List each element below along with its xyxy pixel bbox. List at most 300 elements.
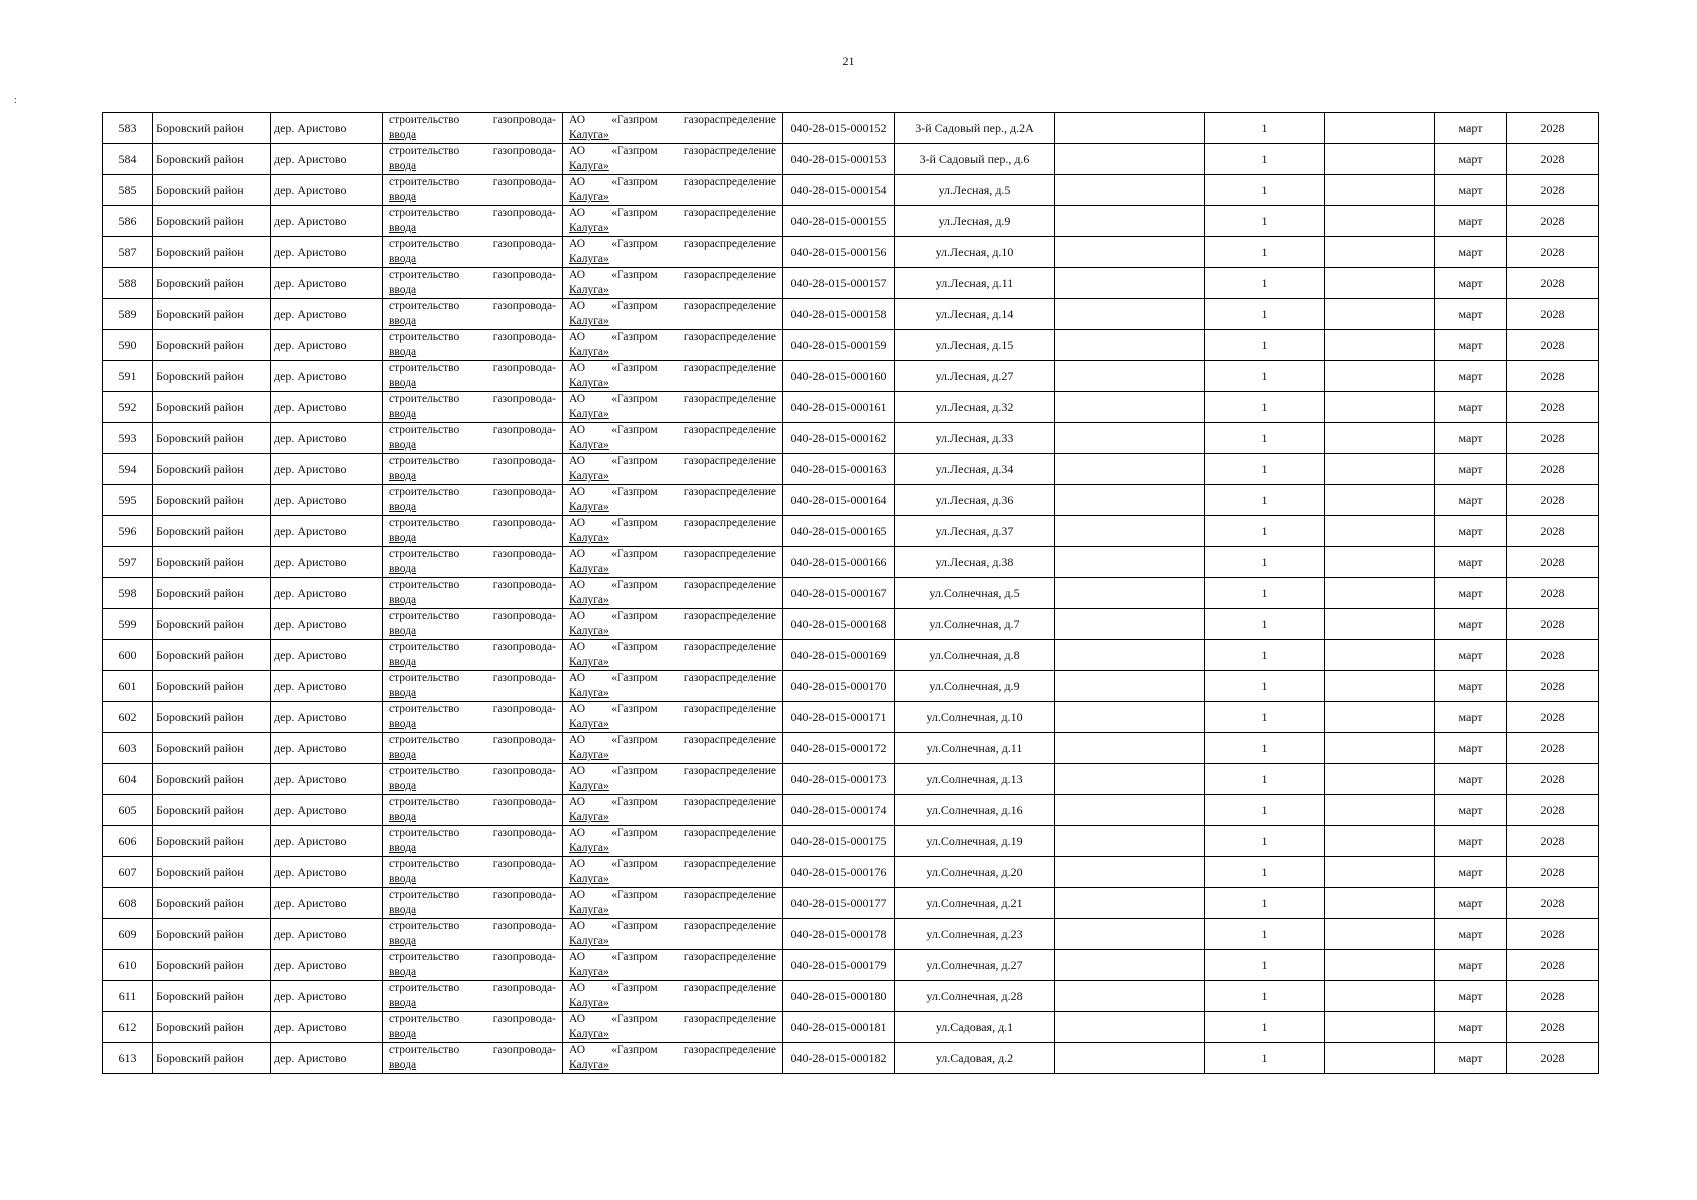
year-cell: 2028 xyxy=(1507,268,1599,299)
empty-cell xyxy=(1055,609,1205,640)
month-cell: март xyxy=(1435,423,1507,454)
row-number: 600 xyxy=(103,640,153,671)
address-cell: ул.Солнечная, д.5 xyxy=(895,578,1055,609)
organization-cell xyxy=(563,795,783,826)
object-code-cell: 040-28-015-000153 xyxy=(783,144,895,175)
row-number: 610 xyxy=(103,950,153,981)
work-word: ввода xyxy=(389,315,417,327)
count-cell: 1 xyxy=(1205,299,1325,330)
org-word: АО xyxy=(569,424,586,436)
organization-cell xyxy=(563,857,783,888)
village-cell: дер. Аристово xyxy=(271,113,383,144)
work-word: газопровода- xyxy=(492,672,556,684)
empty-cell xyxy=(1325,578,1435,609)
year-cell: 2028 xyxy=(1507,206,1599,237)
work-type-cell xyxy=(383,826,563,857)
org-word: АО xyxy=(569,362,586,374)
address-cell: 3-й Садовый пер., д.2А xyxy=(895,113,1055,144)
count-cell: 1 xyxy=(1205,268,1325,299)
org-word: АО xyxy=(569,734,586,746)
org-word: газораспределение xyxy=(683,858,776,870)
org-word: «Газпром xyxy=(611,207,658,219)
org-word: «Газпром xyxy=(611,734,658,746)
table-row xyxy=(103,671,1599,702)
work-word: строительство xyxy=(389,889,460,901)
org-word: Калуга» xyxy=(569,160,609,172)
year-cell: 2028 xyxy=(1507,826,1599,857)
table-row xyxy=(103,144,1599,175)
work-word: ввода xyxy=(389,408,417,420)
work-word: ввода xyxy=(389,470,417,482)
work-word: газопровода- xyxy=(492,300,556,312)
month-cell: март xyxy=(1435,237,1507,268)
org-word: Калуга» xyxy=(569,1028,609,1040)
month-cell: март xyxy=(1435,888,1507,919)
object-code-cell: 040-28-015-000157 xyxy=(783,268,895,299)
year-cell: 2028 xyxy=(1507,330,1599,361)
org-word: Калуга» xyxy=(569,315,609,327)
work-word: ввода xyxy=(389,191,417,203)
work-word: ввода xyxy=(389,532,417,544)
year-cell: 2028 xyxy=(1507,578,1599,609)
district-cell: Боровский район xyxy=(153,206,271,237)
address-cell: ул.Солнечная, д.19 xyxy=(895,826,1055,857)
work-type-cell xyxy=(383,950,563,981)
year-cell: 2028 xyxy=(1507,609,1599,640)
org-word: Калуга» xyxy=(569,439,609,451)
work-type-cell xyxy=(383,485,563,516)
empty-cell xyxy=(1055,578,1205,609)
row-number: 583 xyxy=(103,113,153,144)
district-cell: Боровский район xyxy=(153,609,271,640)
row-number: 591 xyxy=(103,361,153,392)
table-row xyxy=(103,423,1599,454)
count-cell: 1 xyxy=(1205,888,1325,919)
organization-cell xyxy=(563,330,783,361)
empty-cell xyxy=(1325,299,1435,330)
year-cell: 2028 xyxy=(1507,392,1599,423)
row-number: 589 xyxy=(103,299,153,330)
row-number: 607 xyxy=(103,857,153,888)
address-cell: ул.Солнечная, д.20 xyxy=(895,857,1055,888)
object-code-cell: 040-28-015-000160 xyxy=(783,361,895,392)
count-cell: 1 xyxy=(1205,981,1325,1012)
row-number: 586 xyxy=(103,206,153,237)
work-word: ввода xyxy=(389,594,417,606)
empty-cell xyxy=(1325,144,1435,175)
org-word: «Газпром xyxy=(611,982,658,994)
work-type-cell xyxy=(383,206,563,237)
count-cell: 1 xyxy=(1205,795,1325,826)
village-cell: дер. Аристово xyxy=(271,392,383,423)
org-word: «Газпром xyxy=(611,269,658,281)
org-word: газораспределение xyxy=(683,238,776,250)
empty-cell xyxy=(1055,888,1205,919)
count-cell: 1 xyxy=(1205,330,1325,361)
year-cell: 2028 xyxy=(1507,950,1599,981)
work-word: ввода xyxy=(389,873,417,885)
empty-cell xyxy=(1055,826,1205,857)
village-cell: дер. Аристово xyxy=(271,144,383,175)
empty-cell xyxy=(1055,330,1205,361)
address-cell: ул.Солнечная, д.7 xyxy=(895,609,1055,640)
work-word: ввода xyxy=(389,935,417,947)
object-code-cell: 040-28-015-000182 xyxy=(783,1043,895,1074)
table-row xyxy=(103,268,1599,299)
org-word: АО xyxy=(569,672,586,684)
work-word: ввода xyxy=(389,811,417,823)
org-word: «Газпром xyxy=(611,641,658,653)
year-cell: 2028 xyxy=(1507,299,1599,330)
work-word: ввода xyxy=(389,1059,417,1071)
work-word: строительство xyxy=(389,579,460,591)
org-word: «Газпром xyxy=(611,1013,658,1025)
org-word: газораспределение xyxy=(683,1044,776,1056)
org-word: АО xyxy=(569,548,586,560)
district-cell: Боровский район xyxy=(153,516,271,547)
empty-cell xyxy=(1055,671,1205,702)
org-word: Калуга» xyxy=(569,284,609,296)
count-cell: 1 xyxy=(1205,485,1325,516)
object-code-cell: 040-28-015-000163 xyxy=(783,454,895,485)
work-word: строительство xyxy=(389,982,460,994)
district-cell: Боровский район xyxy=(153,857,271,888)
empty-cell xyxy=(1055,733,1205,764)
year-cell: 2028 xyxy=(1507,175,1599,206)
org-word: АО xyxy=(569,300,586,312)
work-word: газопровода- xyxy=(492,331,556,343)
organization-cell xyxy=(563,671,783,702)
org-word: АО xyxy=(569,765,586,777)
org-word: газораспределение xyxy=(683,455,776,467)
district-cell: Боровский район xyxy=(153,113,271,144)
org-word: АО xyxy=(569,889,586,901)
address-cell: ул.Солнечная, д.11 xyxy=(895,733,1055,764)
org-word: «Газпром xyxy=(611,672,658,684)
org-word: АО xyxy=(569,486,586,498)
village-cell: дер. Аристово xyxy=(271,237,383,268)
work-word: газопровода- xyxy=(492,455,556,467)
empty-cell xyxy=(1055,857,1205,888)
object-code-cell: 040-28-015-000164 xyxy=(783,485,895,516)
district-cell: Боровский район xyxy=(153,733,271,764)
object-code-cell: 040-28-015-000175 xyxy=(783,826,895,857)
row-number: 599 xyxy=(103,609,153,640)
org-word: газораспределение xyxy=(683,734,776,746)
empty-cell xyxy=(1055,1043,1205,1074)
village-cell: дер. Аристово xyxy=(271,609,383,640)
district-cell: Боровский район xyxy=(153,888,271,919)
district-cell: Боровский район xyxy=(153,330,271,361)
empty-cell xyxy=(1325,454,1435,485)
work-word: строительство xyxy=(389,920,460,932)
row-number: 598 xyxy=(103,578,153,609)
work-type-cell xyxy=(383,144,563,175)
object-code-cell: 040-28-015-000170 xyxy=(783,671,895,702)
work-type-cell xyxy=(383,516,563,547)
row-number: 587 xyxy=(103,237,153,268)
work-word: ввода xyxy=(389,656,417,668)
table-row xyxy=(103,206,1599,237)
table-row xyxy=(103,888,1599,919)
org-word: «Газпром xyxy=(611,827,658,839)
org-word: газораспределение xyxy=(683,672,776,684)
count-cell: 1 xyxy=(1205,423,1325,454)
work-word: ввода xyxy=(389,160,417,172)
work-type-cell xyxy=(383,981,563,1012)
table-row xyxy=(103,175,1599,206)
year-cell: 2028 xyxy=(1507,144,1599,175)
work-word: газопровода- xyxy=(492,1044,556,1056)
org-word: Калуга» xyxy=(569,501,609,513)
count-cell: 1 xyxy=(1205,206,1325,237)
row-number: 606 xyxy=(103,826,153,857)
work-word: газопровода- xyxy=(492,703,556,715)
district-cell: Боровский район xyxy=(153,268,271,299)
work-word: строительство xyxy=(389,765,460,777)
org-word: АО xyxy=(569,1013,586,1025)
month-cell: март xyxy=(1435,299,1507,330)
month-cell: март xyxy=(1435,206,1507,237)
month-cell: март xyxy=(1435,981,1507,1012)
work-type-cell xyxy=(383,888,563,919)
org-word: газораспределение xyxy=(683,827,776,839)
row-number: 605 xyxy=(103,795,153,826)
org-word: газораспределение xyxy=(683,300,776,312)
address-cell: ул.Лесная, д.10 xyxy=(895,237,1055,268)
work-word: ввода xyxy=(389,904,417,916)
table-row xyxy=(103,361,1599,392)
row-number: 603 xyxy=(103,733,153,764)
organization-cell xyxy=(563,733,783,764)
object-code-cell: 040-28-015-000158 xyxy=(783,299,895,330)
org-word: «Газпром xyxy=(611,1044,658,1056)
village-cell: дер. Аристово xyxy=(271,857,383,888)
work-word: строительство xyxy=(389,1013,460,1025)
empty-cell xyxy=(1325,702,1435,733)
work-word: газопровода- xyxy=(492,889,556,901)
org-word: газораспределение xyxy=(683,393,776,405)
month-cell: март xyxy=(1435,671,1507,702)
page-number: 21 xyxy=(842,54,855,68)
org-word: Калуга» xyxy=(569,470,609,482)
month-cell: март xyxy=(1435,113,1507,144)
work-word: строительство xyxy=(389,672,460,684)
work-word: строительство xyxy=(389,858,460,870)
year-cell: 2028 xyxy=(1507,361,1599,392)
month-cell: март xyxy=(1435,640,1507,671)
org-word: АО xyxy=(569,858,586,870)
village-cell: дер. Аристово xyxy=(271,764,383,795)
organization-cell xyxy=(563,1012,783,1043)
object-code-cell: 040-28-015-000168 xyxy=(783,609,895,640)
object-code-cell: 040-28-015-000180 xyxy=(783,981,895,1012)
org-word: газораспределение xyxy=(683,889,776,901)
work-word: ввода xyxy=(389,284,417,296)
organization-cell xyxy=(563,485,783,516)
month-cell: март xyxy=(1435,764,1507,795)
village-cell: дер. Аристово xyxy=(271,1012,383,1043)
organization-cell xyxy=(563,826,783,857)
district-cell: Боровский район xyxy=(153,826,271,857)
district-cell: Боровский район xyxy=(153,547,271,578)
count-cell: 1 xyxy=(1205,175,1325,206)
year-cell: 2028 xyxy=(1507,640,1599,671)
work-word: строительство xyxy=(389,331,460,343)
organization-cell xyxy=(563,702,783,733)
object-code-cell: 040-28-015-000171 xyxy=(783,702,895,733)
empty-cell xyxy=(1055,1012,1205,1043)
organization-cell xyxy=(563,423,783,454)
org-word: газораспределение xyxy=(683,765,776,777)
address-cell: ул.Солнечная, д.8 xyxy=(895,640,1055,671)
org-word: «Газпром xyxy=(611,920,658,932)
village-cell: дер. Аристово xyxy=(271,485,383,516)
month-cell: март xyxy=(1435,144,1507,175)
org-word: АО xyxy=(569,951,586,963)
work-type-cell xyxy=(383,764,563,795)
district-cell: Боровский район xyxy=(153,423,271,454)
org-word: Калуга» xyxy=(569,873,609,885)
object-code-cell: 040-28-015-000162 xyxy=(783,423,895,454)
work-word: ввода xyxy=(389,129,417,141)
work-type-cell xyxy=(383,175,563,206)
empty-cell xyxy=(1055,423,1205,454)
row-number: 608 xyxy=(103,888,153,919)
empty-cell xyxy=(1055,764,1205,795)
address-cell: ул.Солнечная, д.21 xyxy=(895,888,1055,919)
month-cell: март xyxy=(1435,795,1507,826)
village-cell: дер. Аристово xyxy=(271,516,383,547)
org-word: Калуга» xyxy=(569,997,609,1009)
work-type-cell xyxy=(383,702,563,733)
org-word: Калуга» xyxy=(569,1059,609,1071)
address-cell: ул.Солнечная, д.28 xyxy=(895,981,1055,1012)
org-word: АО xyxy=(569,331,586,343)
month-cell: март xyxy=(1435,578,1507,609)
table-row xyxy=(103,516,1599,547)
table-row xyxy=(103,640,1599,671)
empty-cell xyxy=(1325,268,1435,299)
work-type-cell xyxy=(383,113,563,144)
org-word: газораспределение xyxy=(683,641,776,653)
row-number: 613 xyxy=(103,1043,153,1074)
district-cell: Боровский район xyxy=(153,454,271,485)
count-cell: 1 xyxy=(1205,144,1325,175)
count-cell: 1 xyxy=(1205,671,1325,702)
org-word: «Газпром xyxy=(611,486,658,498)
work-word: ввода xyxy=(389,346,417,358)
org-word: «Газпром xyxy=(611,765,658,777)
org-word: «Газпром xyxy=(611,424,658,436)
row-number: 602 xyxy=(103,702,153,733)
district-cell: Боровский район xyxy=(153,919,271,950)
org-word: Калуга» xyxy=(569,377,609,389)
empty-cell xyxy=(1325,485,1435,516)
org-word: Калуга» xyxy=(569,904,609,916)
work-type-cell xyxy=(383,423,563,454)
village-cell: дер. Аристово xyxy=(271,888,383,919)
empty-cell xyxy=(1055,113,1205,144)
work-type-cell xyxy=(383,578,563,609)
village-cell: дер. Аристово xyxy=(271,702,383,733)
org-word: газораспределение xyxy=(683,269,776,281)
count-cell: 1 xyxy=(1205,857,1325,888)
address-cell: ул.Садовая, д.1 xyxy=(895,1012,1055,1043)
work-word: газопровода- xyxy=(492,765,556,777)
empty-cell xyxy=(1055,144,1205,175)
count-cell: 1 xyxy=(1205,733,1325,764)
address-cell: ул.Лесная, д.9 xyxy=(895,206,1055,237)
org-word: АО xyxy=(569,393,586,405)
org-word: Калуга» xyxy=(569,718,609,730)
work-type-cell xyxy=(383,1043,563,1074)
district-cell: Боровский район xyxy=(153,702,271,733)
table-row xyxy=(103,981,1599,1012)
year-cell: 2028 xyxy=(1507,764,1599,795)
work-word: ввода xyxy=(389,966,417,978)
count-cell: 1 xyxy=(1205,1043,1325,1074)
empty-cell xyxy=(1325,826,1435,857)
empty-cell xyxy=(1325,888,1435,919)
address-cell: ул.Солнечная, д.27 xyxy=(895,950,1055,981)
work-word: газопровода- xyxy=(492,1013,556,1025)
month-cell: март xyxy=(1435,857,1507,888)
village-cell: дер. Аристово xyxy=(271,640,383,671)
org-word: АО xyxy=(569,703,586,715)
org-word: газораспределение xyxy=(683,548,776,560)
org-word: АО xyxy=(569,145,586,157)
object-code-cell: 040-28-015-000179 xyxy=(783,950,895,981)
org-word: Калуга» xyxy=(569,749,609,761)
village-cell: дер. Аристово xyxy=(271,795,383,826)
org-word: Калуга» xyxy=(569,346,609,358)
org-word: газораспределение xyxy=(683,176,776,188)
organization-cell xyxy=(563,578,783,609)
empty-cell xyxy=(1055,175,1205,206)
empty-cell xyxy=(1325,175,1435,206)
org-word: Калуга» xyxy=(569,811,609,823)
work-word: строительство xyxy=(389,827,460,839)
organization-cell xyxy=(563,516,783,547)
row-number: 596 xyxy=(103,516,153,547)
district-cell: Боровский район xyxy=(153,671,271,702)
work-word: ввода xyxy=(389,749,417,761)
month-cell: март xyxy=(1435,516,1507,547)
table-row xyxy=(103,950,1599,981)
empty-cell xyxy=(1055,361,1205,392)
year-cell: 2028 xyxy=(1507,547,1599,578)
village-cell: дер. Аристово xyxy=(271,330,383,361)
object-code-cell: 040-28-015-000173 xyxy=(783,764,895,795)
month-cell: март xyxy=(1435,175,1507,206)
empty-cell xyxy=(1055,547,1205,578)
org-word: АО xyxy=(569,827,586,839)
empty-cell xyxy=(1055,485,1205,516)
district-cell: Боровский район xyxy=(153,578,271,609)
table-row xyxy=(103,330,1599,361)
village-cell: дер. Аристово xyxy=(271,671,383,702)
empty-cell xyxy=(1325,981,1435,1012)
organization-cell xyxy=(563,1043,783,1074)
table-row xyxy=(103,919,1599,950)
empty-cell xyxy=(1055,795,1205,826)
table-row xyxy=(103,485,1599,516)
village-cell: дер. Аристово xyxy=(271,268,383,299)
org-word: «Газпром xyxy=(611,610,658,622)
row-number: 588 xyxy=(103,268,153,299)
address-cell: ул.Лесная, д.37 xyxy=(895,516,1055,547)
